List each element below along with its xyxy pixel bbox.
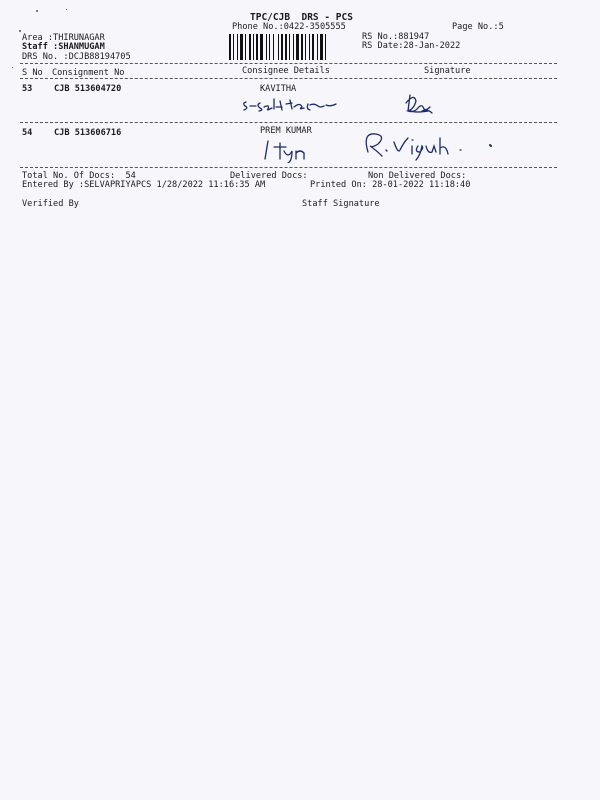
rs-number: RS No.:881947 (362, 32, 430, 42)
col-signature: Signature (424, 66, 471, 76)
page-number: Page No.:5 (452, 22, 504, 32)
row-consignee: PREM KUMAR (260, 126, 312, 136)
staff-name: Staff :SHANMUGAM (22, 42, 105, 52)
row-consignment: CJB 513604720 (54, 84, 122, 94)
divider (20, 63, 557, 64)
non-delivered-docs: Non Delivered Docs: (368, 171, 467, 181)
divider (20, 167, 557, 168)
speck (19, 30, 21, 32)
verified-by: Verified By (22, 199, 79, 209)
row-sno: 54 (22, 128, 33, 138)
row-consignment: CJB 513606716 (54, 128, 122, 138)
handwritten-initials (258, 135, 318, 163)
phone-number: Phone No.:0422-3505555 (232, 22, 346, 32)
printed-on: Printed On: 28-01-2022 11:18:40 (310, 180, 471, 190)
entered-by: Entered By :SELVAPRIYAPCS 1/28/2022 11:16:35 AM (22, 180, 266, 190)
handwritten-signature (360, 128, 500, 164)
total-docs: Total No. Of Docs: 54 (22, 171, 136, 181)
drs-number: DRS No. :DCJB88194705 (22, 52, 131, 62)
handwritten-name-signature (240, 94, 350, 116)
staff-signature: Staff Signature (302, 199, 380, 209)
divider (20, 122, 557, 123)
area: Area :THIRUNAGAR (22, 33, 105, 43)
divider (20, 78, 557, 79)
col-sno: S No (22, 68, 43, 78)
speck (66, 9, 67, 10)
report-title: TPC/CJB DRS - PCS (250, 12, 353, 23)
speck (12, 67, 13, 68)
col-consignee: Consignee Details (242, 66, 330, 76)
barcode (229, 34, 356, 60)
col-consignment: Consignment No (52, 68, 125, 78)
rs-date: RS Date:28-Jan-2022 (362, 41, 461, 51)
row-consignee: KAVITHA (260, 84, 297, 94)
handwritten-signature (402, 91, 442, 117)
speck (36, 10, 38, 12)
delivered-docs: Delivered Docs: (230, 171, 308, 181)
row-sno: 53 (22, 84, 33, 94)
